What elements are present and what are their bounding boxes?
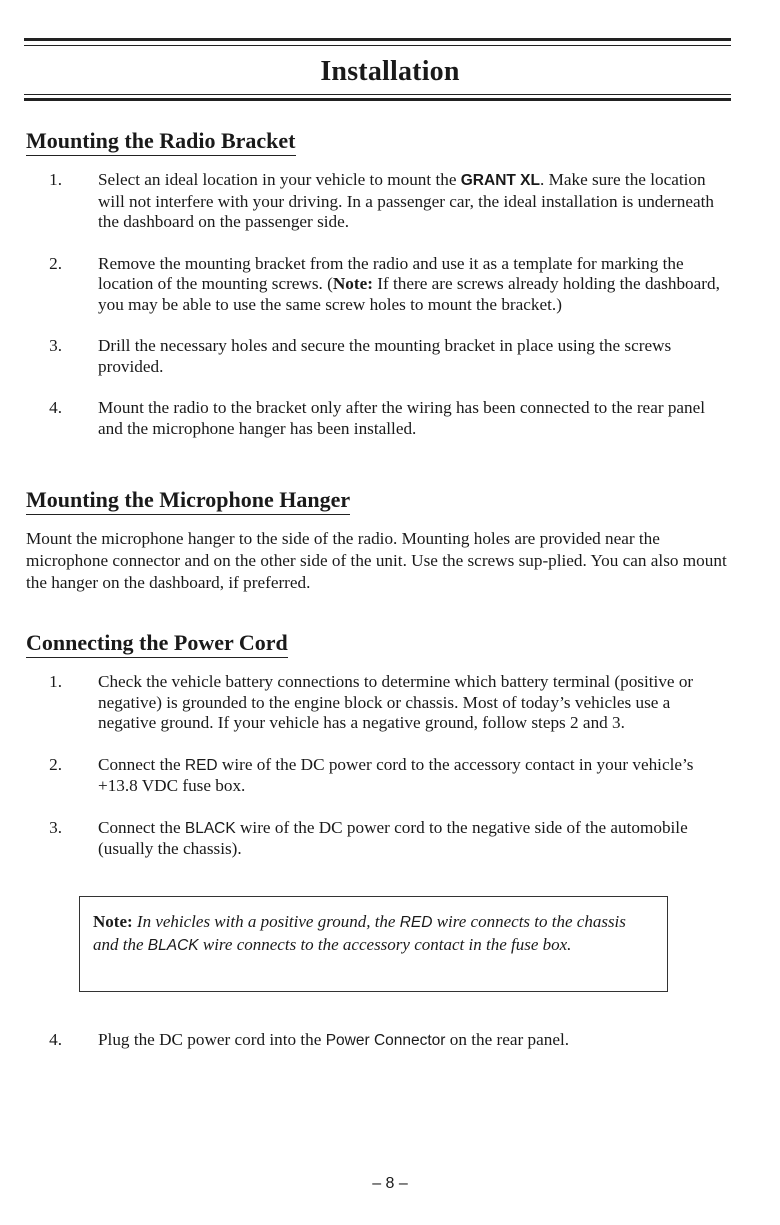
list-item — [36, 755, 730, 797]
list-item — [36, 398, 726, 439]
step-number: 2. — [49, 253, 62, 273]
header-rule-bottom-thin — [24, 94, 731, 95]
power-connector-label: Power Connector — [325, 1032, 446, 1049]
step-number: 4. — [49, 1030, 62, 1049]
microphone-hanger-paragraph: Mount the microphone hanger to the side of the radio. Mounting holes are provided near the microphone connector and on the other side of the unit. Use the screws sup-plied. You can also mount the hanger on the dashboard, if preferred. — [26, 529, 727, 592]
note-label: Note: — [332, 274, 373, 293]
step-text: Plug the DC power cord into the Power Connector on the rear panel. — [98, 1030, 570, 1049]
power-cord-step-4 — [36, 1030, 730, 1052]
wire-color-red: RED — [184, 756, 218, 774]
radio-bracket-steps — [36, 170, 726, 439]
step-text: Connect the BLACK wire of the DC power cord to the negative side of the automobile (usually the chassis). — [98, 817, 688, 858]
header-rule-top-thin — [24, 45, 731, 46]
page-title: Installation — [320, 56, 460, 87]
list-item — [36, 336, 726, 377]
header-rule-bottom — [24, 98, 731, 101]
wire-color-black: BLACK — [184, 819, 236, 837]
step-number: 1. — [49, 170, 62, 189]
section-heading-power-cord: Connecting the Power Cord — [26, 630, 288, 658]
step-number: 4. — [49, 398, 62, 417]
section-heading-microphone-hanger: Mounting the Microphone Hanger — [26, 487, 350, 515]
list-item — [36, 672, 730, 734]
section-heading-radio-bracket: Mounting the Radio Bracket — [26, 128, 296, 156]
step-text: Drill the necessary holes and secure the mounting bracket in place using the screws provided. — [98, 336, 672, 376]
list-item — [36, 1030, 730, 1052]
page-number: – 8 – — [372, 1175, 408, 1192]
step-text: Mount the radio to the bracket only after the wiring has been connected to the rear panel and the microphone hanger has been installed. — [98, 398, 706, 438]
wire-color-red: RED — [399, 914, 433, 931]
product-name: GRANT XL — [460, 172, 540, 189]
note-label: Note: — [93, 912, 133, 931]
step-text: Check the vehicle battery connections to determine which battery terminal (positive or negative) is grounded to the engine block or chassis. Most of today’s vehicles use a negative ground. If your vehicle has a negative ground, follow steps 2 and 3. — [98, 672, 694, 732]
power-cord-steps — [36, 672, 730, 860]
list-item — [36, 818, 730, 860]
step-number: 3. — [49, 336, 62, 355]
step-text: Connect the RED wire of the DC power cord to the accessory contact in your vehicle’s +13.8 VDC fuse box. — [98, 754, 694, 795]
step-number: 2. — [49, 754, 62, 774]
step-number: 3. — [49, 817, 62, 837]
step-text: Select an ideal location in your vehicle to mount the GRANT XL. Make sure the location will not interfere with your driving. In a passenger car, the ideal installation is underneath the dashboard on the passenger side. — [98, 170, 714, 231]
list-item — [36, 254, 726, 316]
step-text: Remove the mounting bracket from the radio and use it as a template for marking the location of the mounting screws. (Note: If there are screws already holding the dashboard, you may be able to use the same screw holes to mount the bracket.) — [98, 253, 720, 314]
header-rule-top — [24, 38, 731, 41]
step-number: 1. — [49, 672, 62, 691]
list-item — [36, 170, 726, 233]
wire-color-black: BLACK — [147, 937, 199, 954]
positive-ground-note: Note: In vehicles with a positive ground, the RED wire connects to the chassis and the BLACK wire connects to the accessory contact in the fuse box. — [79, 896, 668, 992]
